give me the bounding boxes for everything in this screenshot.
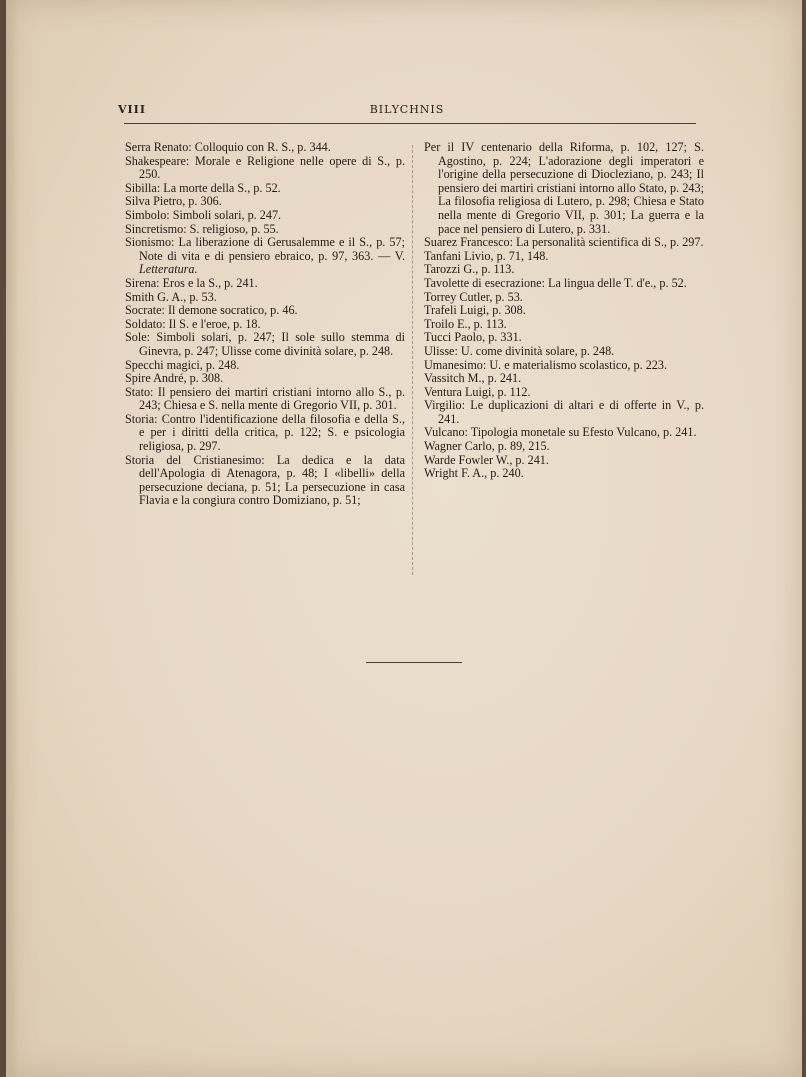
index-entry: Sincretismo: S. religioso, p. 55. <box>125 221 279 236</box>
page-number: VIII <box>118 103 146 116</box>
index-entry: Spire André, p. 308. <box>125 371 224 386</box>
index-entry: Storia del Cristianesimo: La dedica e la data dell'Apologia di Atenagora, p. 48; I «libelli» della persecuzione deciana, p. 51; La persecuzione in casa Flavia e la congiura contro Domiziano, p. 51; <box>125 452 405 508</box>
index-entry <box>125 236 405 277</box>
index-entry: Simbolo: Simboli solari, p. 247. <box>125 207 282 222</box>
index-entry: Per il IV centenario della Riforma, p. 102, 127; S. Agostino, p. 224; L'adorazione degli imperatori e l'origine della persecuzione di Diocleziano, p. 243; Il pensiero dei martiri cristiani intorno allo Stato, p. 243; La filosofia religiosa di Lutero, p. 298; Chiesa e Stato nella mente di Gregorio VII, p. 301; La guerra e la pace nel pensiero di Lutero, p. 331. <box>424 140 704 236</box>
index-entry: Tanfani Livio, p. 71, 148. <box>424 248 549 263</box>
index-entry: Sole: Simboli solari, p. 247; Il sole sullo stemma di Ginevra, p. 247; Ulisse come divinità solare, p. 248. <box>125 330 405 358</box>
index-entry: Sirena: Eros e la S., p. 241. <box>125 275 258 290</box>
column-divider <box>412 145 413 575</box>
index-entry: Vulcano: Tipologia monetale su Efesto Vulcano, p. 241. <box>424 425 697 440</box>
index-column-left <box>125 141 405 508</box>
end-rule <box>366 662 462 663</box>
index-entry: Torrey Cutler, p. 53. <box>424 289 523 304</box>
index-entry: Serra Renato: Colloquio con R. S., p. 344. <box>125 140 331 154</box>
entry-text: Sionismo: La liberazione di Gerusalemme e il S., p. 57; Note di vita e di pensiero ebraico, p. 97, 363. — V. <box>125 235 405 263</box>
index-entry: Socrate: Il demone socratico, p. 46. <box>125 303 298 318</box>
index-column-right <box>424 141 704 481</box>
index-entry: Warde Fowler W., p. 241. <box>424 452 549 467</box>
index-entry: Tucci Paolo, p. 331. <box>424 330 522 345</box>
index-entry: Tavolette di esecrazione: La lingua delle T. d'e., p. 52. <box>424 275 687 290</box>
header-rule <box>124 123 696 124</box>
index-entry: Suarez Francesco: La personalità scientifica di S., p. 297. <box>424 235 704 250</box>
index-entry: Smith G. A., p. 53. <box>125 289 217 304</box>
index-entry: Wagner Carlo, p. 89, 215. <box>424 439 550 454</box>
index-entry: Vassitch M., p. 241. <box>424 371 522 386</box>
index-entry: Specchi magici, p. 248. <box>125 357 240 372</box>
index-entry: Trafeli Luigi, p. 308. <box>424 303 526 318</box>
index-entry: Shakespeare: Morale e Religione nelle opere di S., p. 250. <box>125 153 405 182</box>
index-entry: Silva Pietro, p. 306. <box>125 194 222 209</box>
index-entry: Troilo E., p. 113. <box>424 316 507 331</box>
index-entry: Ventura Luigi, p. 112. <box>424 384 531 399</box>
index-entry: Wright F. A., p. 240. <box>424 466 524 481</box>
journal-title: BILYCHNIS <box>369 103 445 116</box>
running-head <box>118 103 696 121</box>
index-entry: Soldato: Il S. e l'eroe, p. 18. <box>125 316 261 331</box>
page-edge-shadow <box>6 0 18 1077</box>
cross-reference: Letteratura. <box>139 262 198 277</box>
index-entry: Ulisse: U. come divinità solare, p. 248. <box>424 343 615 358</box>
index-entry: Stato: Il pensiero dei martiri cristiani intorno allo S., p. 243; Chiesa e S. nella mente di Gregorio VII, p. 301. <box>125 384 405 413</box>
index-entry: Virgilio: Le duplicazioni di altari e di offerte in V., p. 241. <box>424 398 704 426</box>
index-entry: Storia: Contro l'identificazione della filosofia e della S., e per i diritti della critica, p. 122; S. e psicologia religiosa, p. 297. <box>125 411 405 454</box>
index-entry: Umanesimo: U. e materialismo scolastico, p. 223. <box>424 357 668 372</box>
index-entry: Tarozzi G., p. 113. <box>424 262 515 277</box>
index-entry: Sibilla: La morte della S., p. 52. <box>125 180 281 195</box>
